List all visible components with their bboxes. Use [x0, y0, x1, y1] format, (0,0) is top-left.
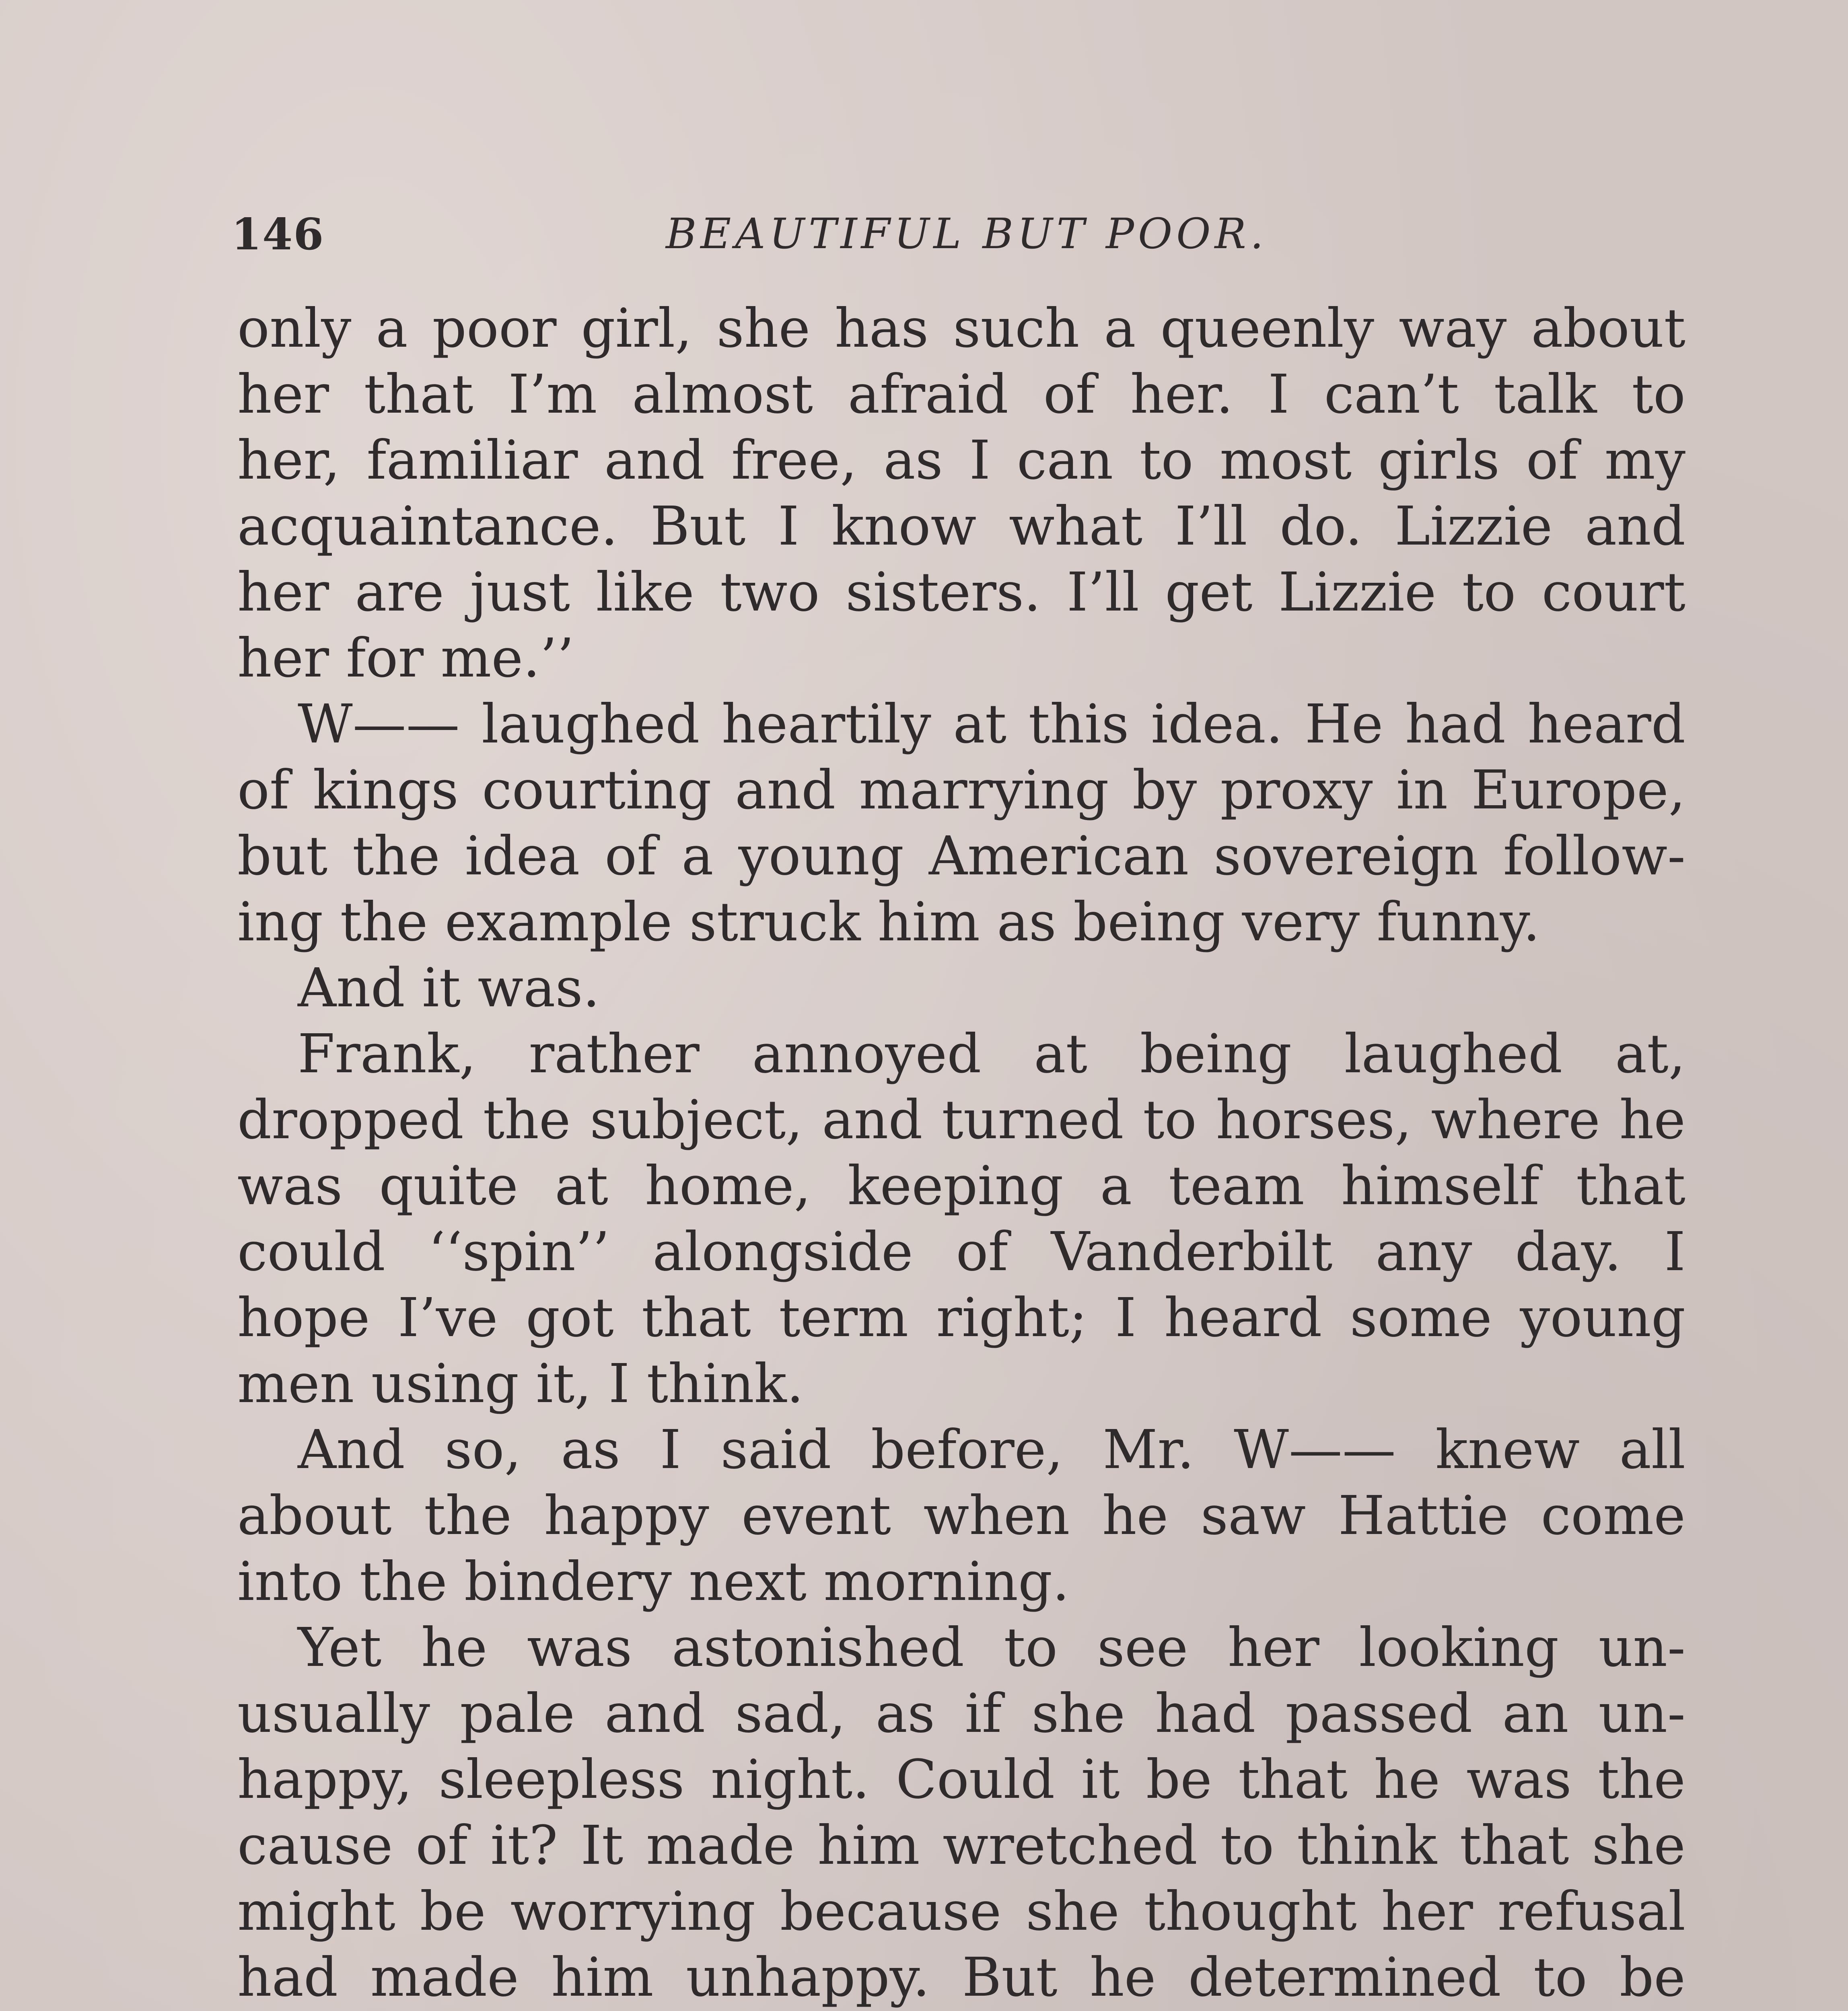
text-line: her that I’m almost afraid of her. I can’t talk to — [237, 364, 1685, 426]
text-line: And it was. — [298, 957, 600, 1019]
text-line: happy, sleepless night. Could it be that he was the — [237, 1749, 1685, 1811]
text-line: men using it, I think. — [237, 1353, 804, 1415]
text-line: her for me.’’ — [237, 627, 574, 689]
text-line: could ‘‘spin’’ alongside of Vanderbilt any day. I — [237, 1221, 1685, 1283]
text-line: but the idea of a young American sovereign follow- — [237, 825, 1685, 887]
text-line: Frank, rather annoyed at being laughed at, — [298, 1023, 1685, 1085]
text-line: cause of it? It made him wretched to think that she — [237, 1815, 1685, 1877]
text-line: dropped the subject, and turned to horses, where he — [237, 1089, 1685, 1151]
text-line: of kings courting and marrying by proxy in Europe, — [237, 759, 1685, 821]
running-head — [231, 201, 1679, 273]
text-line: W—— laughed heartily at this idea. He had heard — [298, 693, 1685, 755]
text-line: hope I’ve got that term right; I heard some young — [237, 1287, 1685, 1349]
text-line: might be worrying because she thought her refusal — [237, 1881, 1685, 1943]
text-line: acquaintance. But I know what I’ll do. Lizzie and — [237, 496, 1685, 557]
text-line: only a poor girl, she has such a queenly way about — [237, 298, 1685, 360]
text-line: her are just like two sisters. I’ll get Lizzie to court — [237, 561, 1685, 623]
body-text — [237, 296, 1685, 2011]
text-line: her, familiar and free, as I can to most girls of my — [237, 430, 1685, 491]
page-number: 146 — [231, 209, 325, 260]
text-line: ing the example struck him as being very funny. — [237, 891, 1540, 953]
text-line: about the happy event when he saw Hattie come — [237, 1485, 1685, 1547]
running-title: BEAUTIFUL BUT POOR. — [666, 209, 1268, 258]
text-line: was quite at home, keeping a team himself that — [237, 1155, 1685, 1217]
text-line: into the bindery next morning. — [237, 1551, 1070, 1613]
text-line: usually pale and sad, as if she had passed an un- — [237, 1683, 1685, 1745]
text-line: had made him unhappy. But he determined to be — [237, 1947, 1685, 2009]
text-line: Yet he was astonished to see her looking un- — [298, 1617, 1685, 1679]
text-line: And so, as I said before, Mr. W—— knew all — [298, 1419, 1685, 1481]
